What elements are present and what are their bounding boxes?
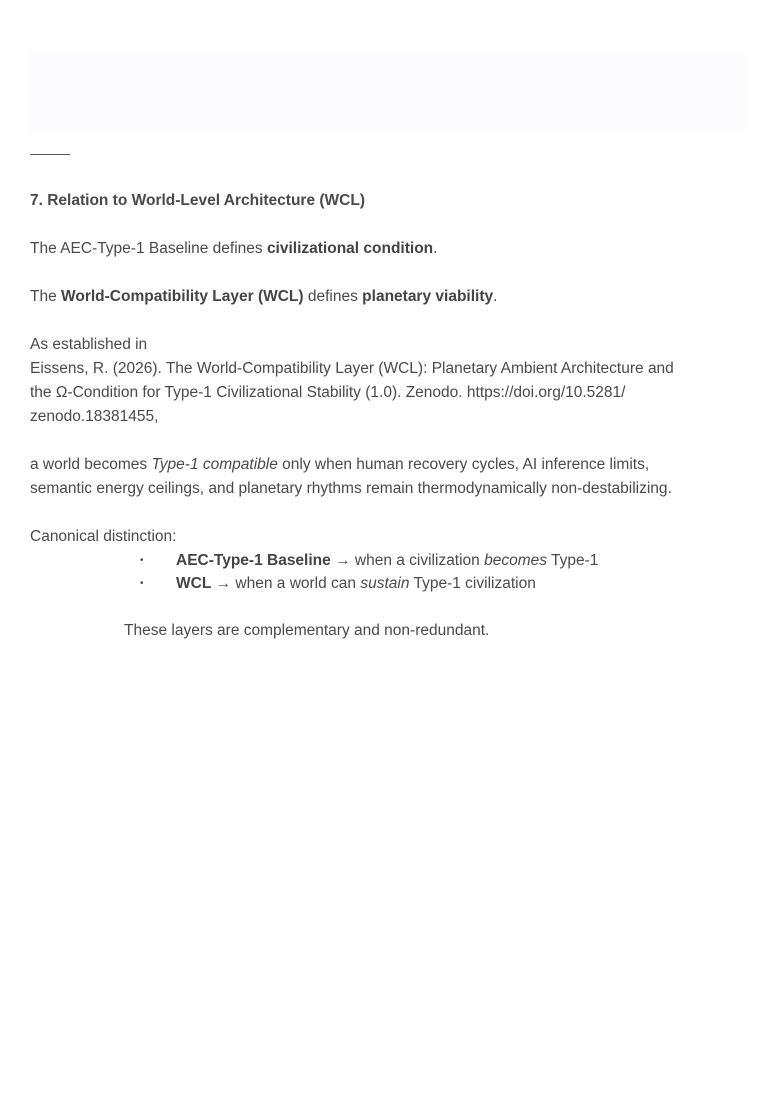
term-type1-compatible: Type-1 compatible (151, 456, 278, 473)
distinction-list (30, 549, 746, 595)
citation-line-1: Eissens, R. (2026). The World-Compatibility Layer (WCL): Planetary Ambient Architecture and (30, 360, 674, 377)
document-body (30, 189, 746, 643)
paragraph-type1-compatible-line-2: semantic energy ceilings, and planetary rhythms remain thermodynamically non-destabilizing. (30, 480, 672, 497)
paragraph-type1-compatible-line-1: a world becomes Type-1 compatible only when human recovery cycles, AI inference limits, (30, 456, 650, 473)
term-wcl: World-Compatibility Layer (WCL) (61, 288, 304, 305)
citation-line-2: the Ω-Condition for Type-1 Civilizational Stability (1.0). Zenodo. https://doi.org/10.5281/ (30, 384, 626, 401)
header-band (30, 52, 744, 132)
term-civilizational-condition: civilizational condition (266, 240, 434, 257)
paragraph-aec-baseline: The AEC-Type-1 Baseline defines civilizational condition. (30, 240, 438, 257)
distinction-label: Canonical distinction: (30, 528, 177, 545)
closing-note: These layers are complementary and non-redundant. (124, 622, 490, 639)
paragraph-wcl: The World-Compatibility Layer (WCL) defines planetary viability. (30, 288, 498, 305)
term-planetary-viability: planetary viability (362, 288, 494, 305)
bullet-icon: • (140, 555, 144, 566)
list-item: • AEC-Type-1 Baseline → when a civilization becomes Type-1 (30, 549, 746, 572)
citation-lead: As established in (30, 336, 148, 353)
citation-line-3: zenodo.18381455, (30, 408, 159, 425)
section-divider (30, 154, 70, 155)
bullet-icon: • (140, 578, 144, 589)
list-item: • WCL → when a world can sustain Type-1 civilization (30, 572, 746, 595)
section-heading: 7. Relation to World-Level Architecture (WCL) (30, 192, 365, 209)
